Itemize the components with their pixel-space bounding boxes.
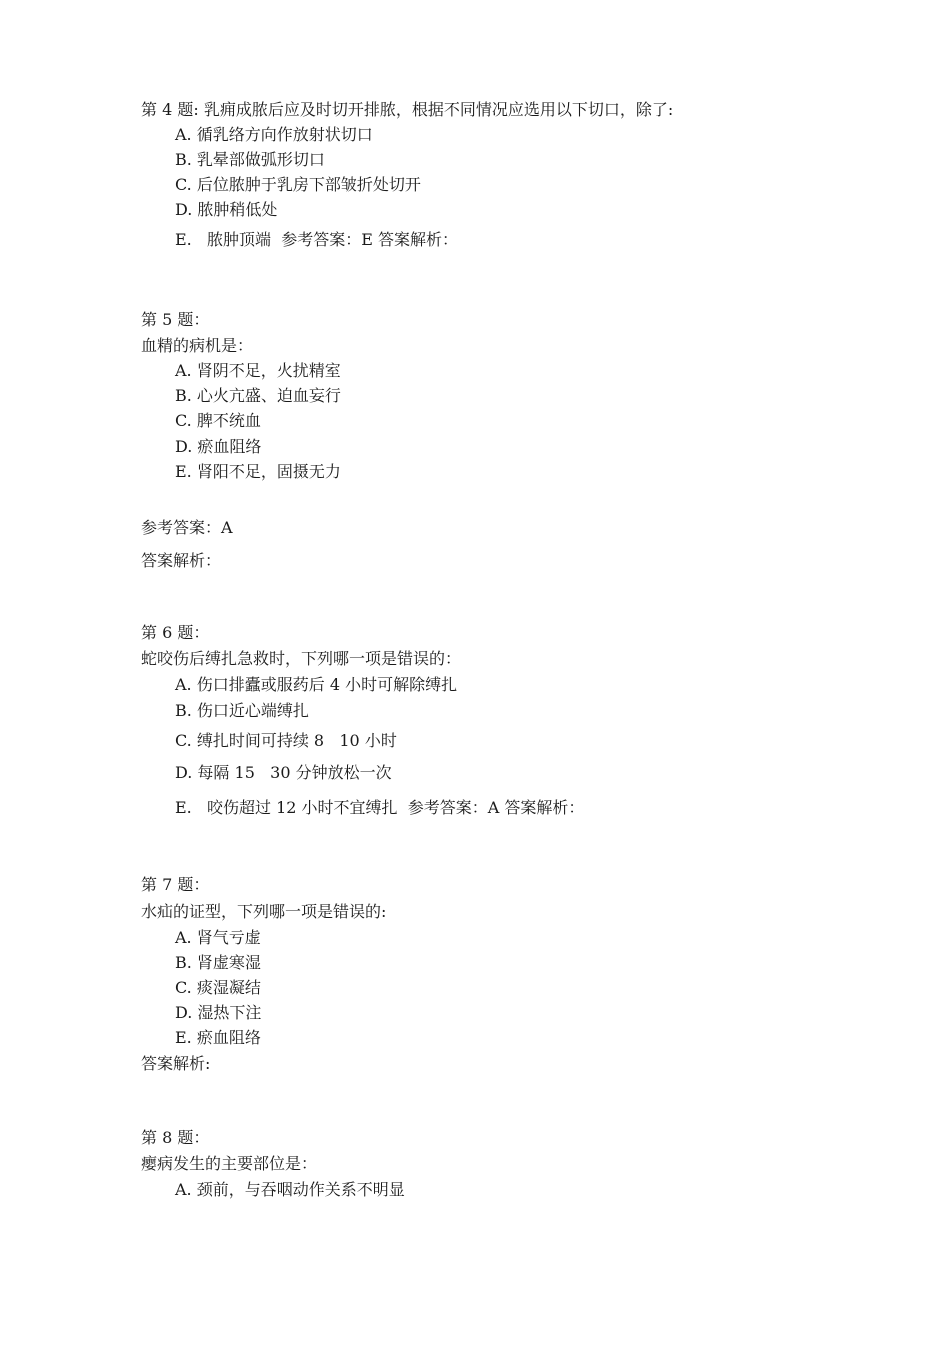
q7-stem: 水疝的证型，下列哪一项是错误的: (141, 902, 387, 921)
q4-stem: 第 4 题: 乳痈成脓后应及时切开排脓，根据不同情况应选用以下切口，除了: (141, 100, 674, 119)
q7-analysis: 答案解析: (141, 1054, 211, 1073)
q4-option-b: B. 乳晕部做弧形切口 (175, 150, 325, 169)
q6-stem: 蛇咬伤后缚扎急救时，下列哪一项是错误的： (141, 649, 462, 668)
q5-option-d: D. 瘀血阻络 (175, 437, 262, 456)
q5-stem: 血精的病机是： (141, 336, 254, 355)
q4-option-e: E. 脓肿顶端 参考答案：E 答案解析： (175, 230, 458, 249)
q6-option-e: E. 咬伤超过 12 小时不宜缚扎 参考答案：A 答案解析： (175, 798, 585, 817)
q5-header: 第 5 题： (141, 310, 210, 329)
q5-option-a: A. 肾阴不足，火扰精室 (175, 361, 341, 380)
q8-header: 第 8 题： (141, 1128, 210, 1147)
q7-header: 第 7 题： (141, 875, 210, 894)
q5-analysis: 答案解析： (141, 551, 222, 570)
q6-option-c: C. 缚扎时间可持续 8 10 小时 (175, 731, 397, 750)
q7-option-d: D. 湿热下注 (175, 1003, 262, 1022)
q8-stem: 瘿病发生的主要部位是： (141, 1154, 318, 1173)
q7-option-a: A. 肾气亏虚 (175, 928, 261, 947)
q4-option-c: C. 后位脓肿于乳房下部皱折处切开 (175, 175, 421, 194)
q7-option-b: B. 肾虚寒湿 (175, 953, 261, 972)
q5-option-b: B. 心火亢盛、迫血妄行 (175, 386, 341, 405)
q4-option-d: D. 脓肿稍低处 (175, 200, 278, 219)
q6-option-a: A. 伤口排蠹或服药后 4 小时可解除缚扎 (175, 675, 458, 694)
q6-option-d: D. 每隔 15 30 分钟放松一次 (175, 763, 392, 782)
q4-option-a: A. 循乳络方向作放射状切口 (175, 125, 373, 144)
q5-answer: 参考答案：A (141, 518, 233, 537)
q7-option-e: E. 瘀血阻络 (175, 1028, 261, 1047)
q6-header: 第 6 题： (141, 623, 210, 642)
q8-option-a: A. 颈前，与吞咽动作关系不明显 (175, 1180, 405, 1199)
q5-option-c: C. 脾不统血 (175, 411, 261, 430)
q7-option-c: C. 痰湿凝结 (175, 978, 261, 997)
q6-option-b: B. 伤口近心端缚扎 (175, 701, 309, 720)
q5-option-e: E. 肾阳不足，固摄无力 (175, 462, 341, 481)
